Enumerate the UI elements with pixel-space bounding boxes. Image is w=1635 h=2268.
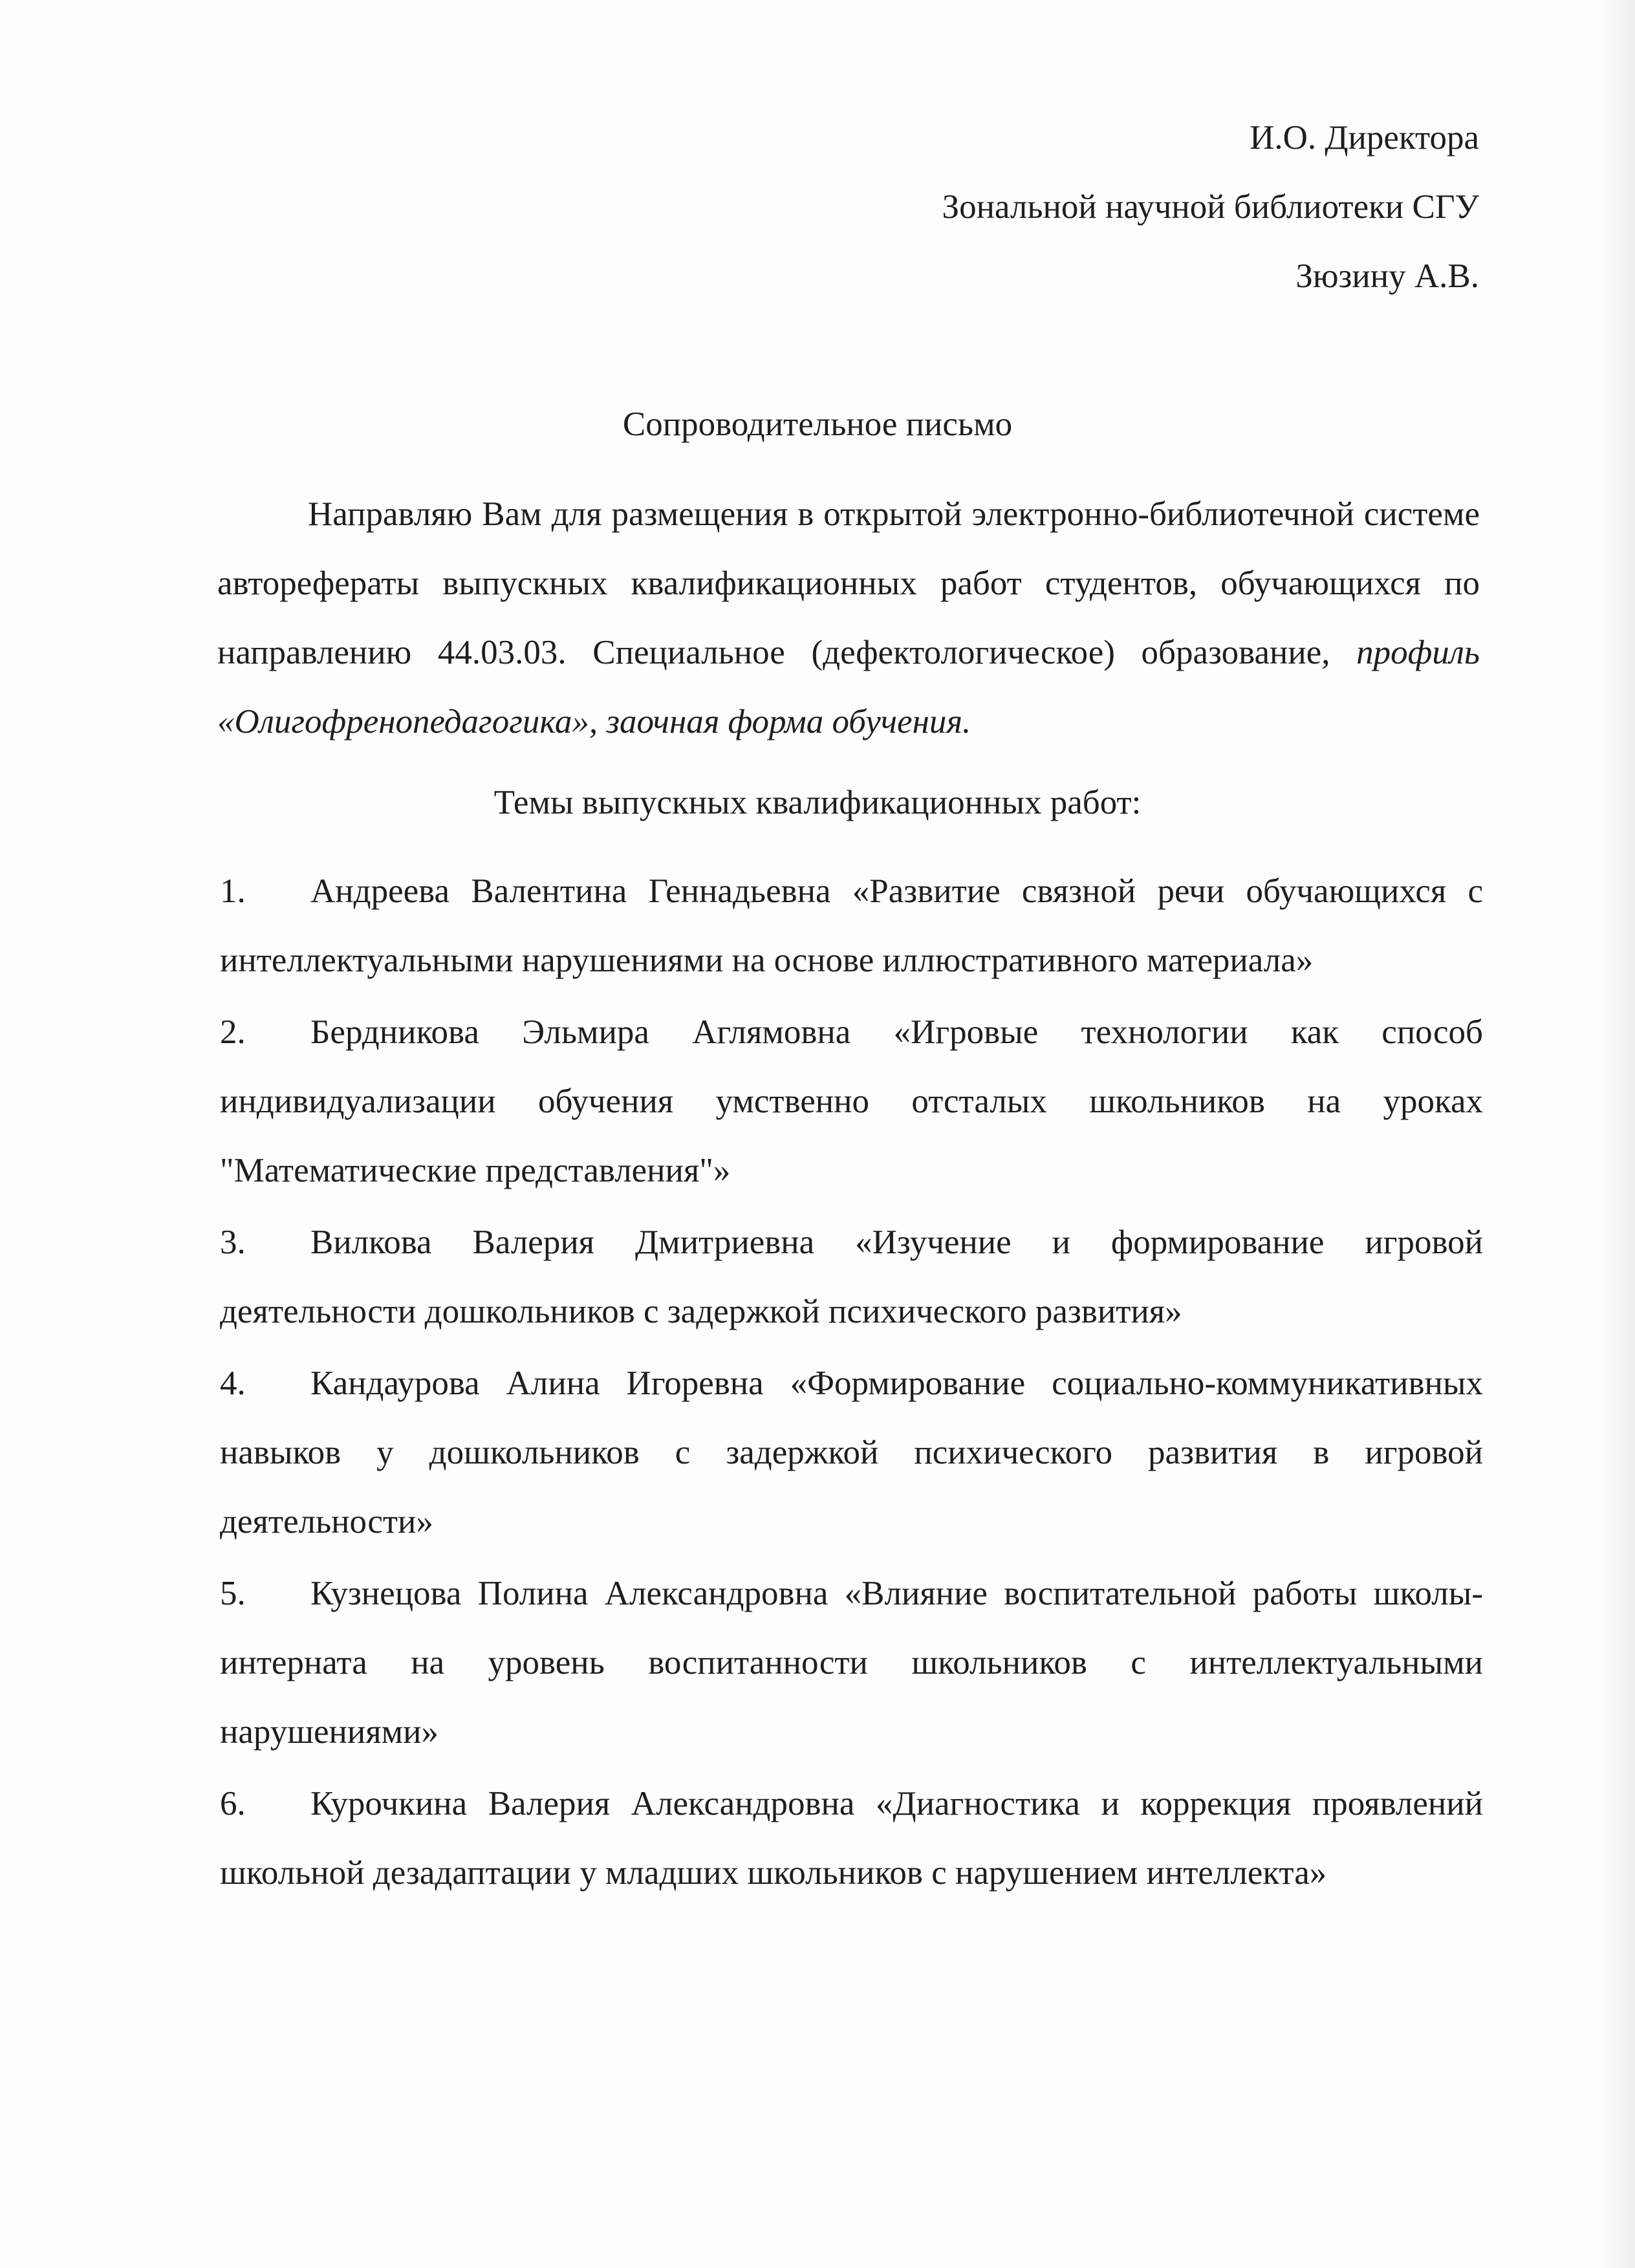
list-item [220,1559,1483,1767]
list-item [220,1769,1483,1908]
intro-profile-text: профиль «Олигофренопедагогика», заочная форма обучения. [217,634,1480,740]
list-item-number: 1. [220,872,246,910]
list-item-text: Курочкина Валерия Александровна «Диагностика и коррекция проявлений школьной дезадаптации у младших школьников с нарушением интеллекта» [220,1785,1483,1892]
topics-heading: Темы выпускных квалификационных работ: [493,784,1142,821]
addressee-position: И.О. Директора [1250,119,1479,157]
list-item [220,1349,1483,1557]
list-item [220,1208,1483,1346]
addressee-name: Зюзину А.В. [1295,257,1479,295]
topics-list [220,857,1483,1910]
addressee-block [942,103,1479,311]
list-item-number: 6. [220,1785,246,1822]
list-item [220,998,1483,1205]
list-item-text: Андреева Валентина Геннадьевна «Развитие связной речи обучающихся с интеллектуальными нарушениями на основе иллюстративного материала» [220,872,1483,979]
list-item-number: 2. [220,1013,246,1051]
list-item-text: Кандаурова Алина Игоревна «Формирование социально-коммуникативных навыков у дошкольников с задержкой психического развития в игровой деятельности» [220,1365,1483,1540]
list-item [220,857,1483,995]
list-item-number: 3. [220,1224,246,1261]
list-item-text: Бердникова Эльмира Аглямовна «Игровые технологии как способ индивидуализации обучения умственно отсталых школьников на уроках "Математические представления"» [220,1013,1483,1189]
intro-text: Направляю Вам для размещения в открытой электронно-библиотечной системе авторефераты выпускных квалификационных работ студентов, обучающихся по направлению 44.03.03. Специальное (дефектологическое) образование, [217,495,1480,671]
list-item-text: Вилкова Валерия Дмитриевна «Изучение и формирование игровой деятельности дошкольников с задержкой психического развития» [220,1224,1483,1330]
list-item-text: Кузнецова Полина Александровна «Влияние воспитательной работы школы-интерната на уровень воспитанности школьников с интеллектуальными нарушениями» [220,1575,1483,1751]
list-item-number: 5. [220,1575,246,1612]
letter-title: Сопроводительное письмо [622,405,1013,443]
intro-paragraph [217,480,1480,757]
list-item-number: 4. [220,1365,246,1402]
scan-edge-shadow [1596,0,1635,2268]
addressee-organization: Зональной научной библиотеки СГУ [942,188,1479,226]
